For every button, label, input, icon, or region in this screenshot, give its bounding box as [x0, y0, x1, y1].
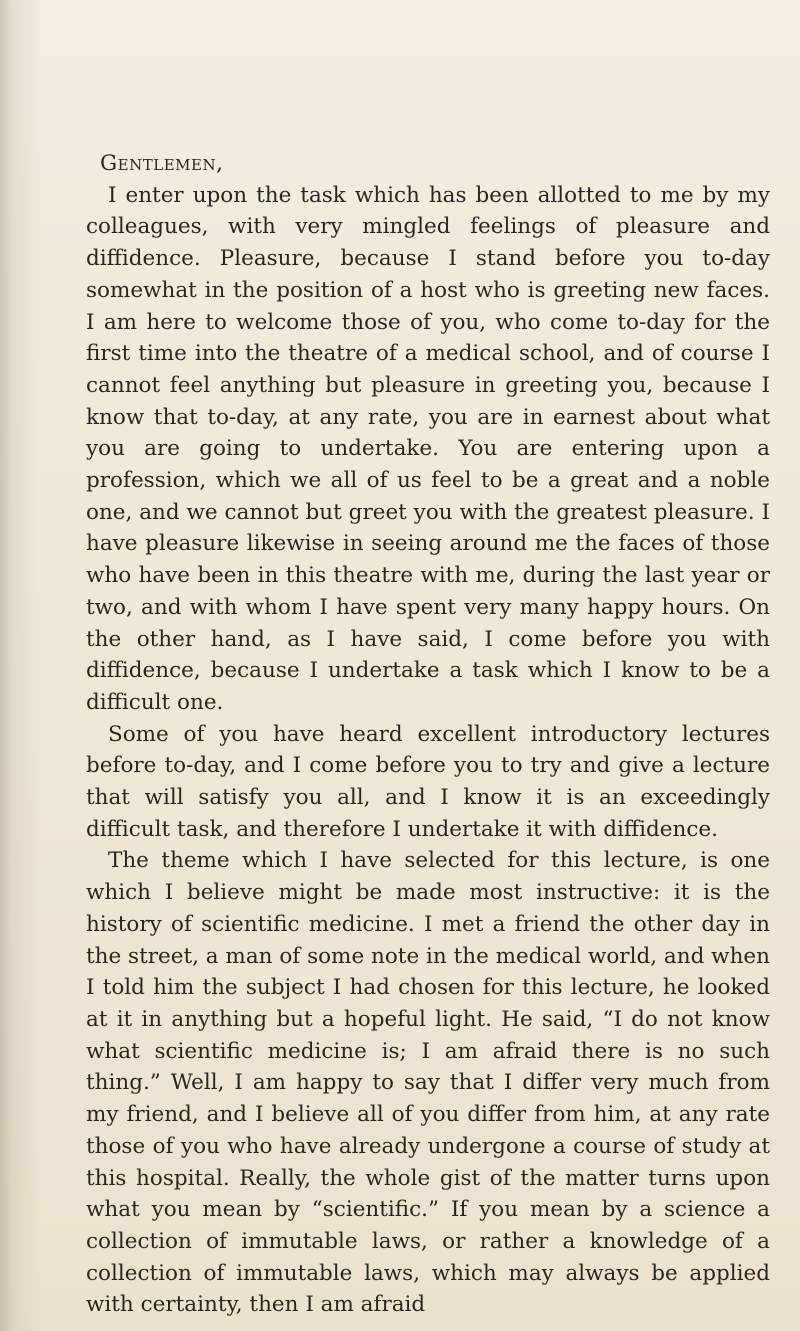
paragraph: Some of you have heard excellent introductory lectures before to-day, and I come before you to try and give a lecture that will satisfy you all, and I know it is an exceedingly difficult task, and therefore I undertake it with diffidence. — [86, 721, 770, 842]
lecture-text — [86, 148, 770, 1321]
salutation: Gentlemen, — [100, 151, 224, 176]
paragraph: The theme which I have selected for this lecture, is one which I believe might be made most instructive: it is the history of scientific medicine. I met a friend the other day in the street, a man of some note in the medical world, and when I told him the subject I had chosen for this lecture, he looked at it in anything but a hopeful light. He said, “I do not know what scientific medicine is; I am afraid there is no such thing.” Well, I am happy to say that I differ very much from my friend, and I believe all of you differ from him, at any rate those of you who have already undergone a course of study at this hospital. Really, the whole gist of the matter turns upon what you mean by “scientific.” If you mean by a science a collection of immutable laws, or rather a knowledge of a collection of immutable laws, which may always be applied with certainty, then I am afraid — [86, 848, 770, 1318]
paragraph: I enter upon the task which has been allotted to me by my colleagues, with very mingled feelings of pleasure and diffidence. Pleasure, because I stand before you to-day somewhat in the position of a host who is greeting new faces. I am here to welcome those of you, who come to-day for the first time into the theatre of a medical school, and of course I cannot feel anything but pleasure in greeting you, because I know that to-day, at any rate, you are in earnest about what you are going to undertake. You are entering upon a profession, which we all of us feel to be a great and a noble one, and we cannot but greet you with the greatest pleasure. I have pleasure likewise in seeing around me the faces of those who have been in this theatre with me, during the last year or two, and with whom I have spent very many happy hours. On the other hand, as I have said, I come before you with diffidence, because I undertake a task which I know to be a difficult one. — [86, 182, 770, 715]
